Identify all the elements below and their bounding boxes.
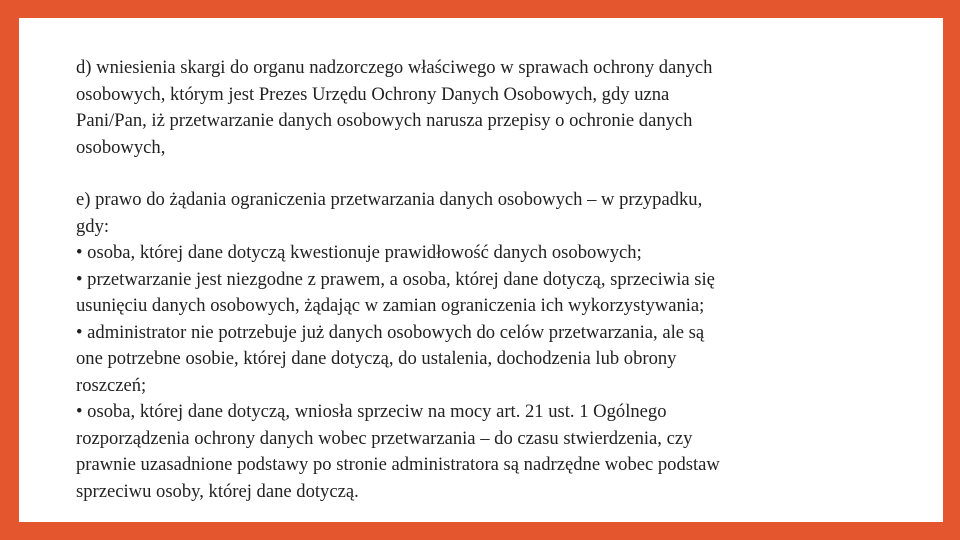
bullet-item: • przetwarzanie jest niezgodne z prawem, a osoba, której dane dotyczą, sprzeciwia się usunięciu danych osobowych, żądając w zamian ograniczenia ich wykorzystywania; [76, 268, 715, 316]
bullet-item: • osoba, której dane dotyczą, wniosła sprzeciw na mocy art. 21 ust. 1 Ogólnego rozporządzenia ochrony danych wobec przetwarzania – do czasu stwierdzenia, czy prawnie uzasadnione podstawy po stronie administratora są nadrzędne wobec podstaw sprzeciwu osoby, której dane dotyczą. [76, 401, 720, 502]
slide-panel [19, 18, 943, 522]
paragraph-spacer [76, 161, 876, 187]
slide-content [76, 55, 876, 505]
paragraph-d: d) wniesienia skargi do organu nadzorczego właściwego w sprawach ochrony danych osobowych, którym jest Prezes Urzędu Ochrony Danych Osobowych, gdy uzna Pani/Pan, iż przetwarzanie danych osobowych narusza przepisy o ochronie danych osobowych, [76, 57, 713, 158]
bullet-item: • osoba, której dane dotyczą kwestionuje prawidłowość danych osobowych; [76, 242, 642, 263]
paragraph-e-intro: e) prawo do żądania ograniczenia przetwarzania danych osobowych – w przypadku, gdy: [76, 189, 703, 237]
bullet-item: • administrator nie potrzebuje już danych osobowych do celów przetwarzania, ale są one potrzebne osobie, której dane dotyczą, do ustalenia, dochodzenia lub obrony roszczeń; [76, 321, 705, 396]
